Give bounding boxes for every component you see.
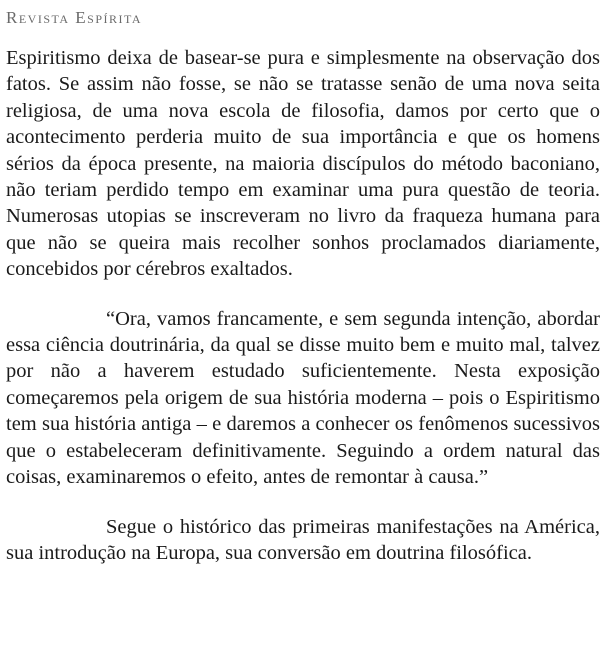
quoted-paragraph: “Ora, vamos francamente, e sem segunda intenção, abordar essa ciência doutrinária, da qual se disse muito bem e muito mal, talvez por não a haverem estudado suficientemente. Nesta exposição começaremos pela origem de sua história moderna – pois o Espiritismo tem sua história antiga – e daremos a conhecer os fenômenos sucessivos que o estabeleceram definitivamente. Seguindo a ordem natural das coisas, examinaremos o efeito, antes de remontar à causa.” <box>6 307 600 489</box>
running-header: Revista Espírita <box>6 8 143 27</box>
paragraph: Espiritismo deixa de basear-se pura e simplesmente na observação dos fatos. Se assim não fosse, se não se tratasse senão de uma nova seita religiosa, de uma nova escola de filosofia, damos por certo que o acontecimento perderia muito de sua importância e que os homens sérios da época presente, na maioria discípulos do método baconiano, não teriam perdido tempo em examinar uma pura questão de teoria. Numerosas utopias se inscreveram no livro da fraqueza humana para que não se queira mais recolher sonhos proclamados diariamente, concebidos por cérebros exaltados. <box>6 47 600 281</box>
body-text <box>6 45 600 566</box>
paragraph: Segue o histórico das primeiras manifestações na América, sua introdução na Europa, sua conversão em doutrina filosófica. <box>6 515 600 564</box>
